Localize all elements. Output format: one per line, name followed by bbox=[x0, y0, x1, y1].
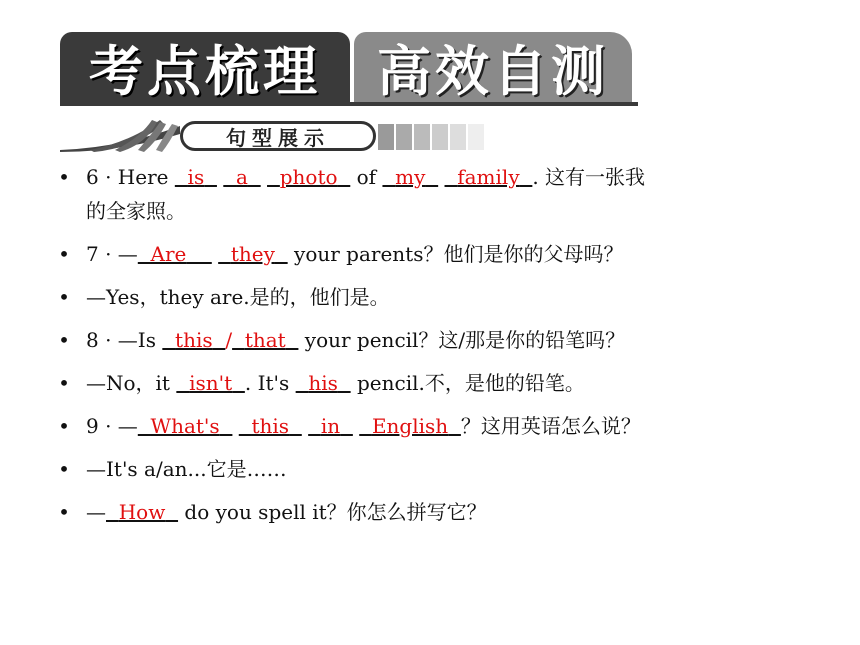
section-header bbox=[60, 118, 430, 156]
item-text: do you spell it？你怎么拼写它？ bbox=[178, 500, 487, 524]
answer-blank bbox=[218, 242, 288, 266]
banner-title-left: 考点梳理 bbox=[60, 32, 350, 102]
item-text: your parents？他们是你的父母吗？ bbox=[287, 242, 624, 266]
answer-blank bbox=[138, 242, 212, 266]
answer-text: in bbox=[320, 414, 341, 438]
swoosh-decoration-icon bbox=[60, 120, 180, 152]
bullet-icon: • bbox=[58, 165, 70, 189]
item-text: pencil.不，是他的铅笔。 bbox=[350, 371, 585, 395]
item-text: . It's bbox=[244, 371, 296, 395]
answer-text: this bbox=[175, 328, 213, 352]
item-text: 的全家照。 bbox=[86, 199, 186, 223]
bullet-icon: • bbox=[58, 500, 70, 524]
answer-blank bbox=[382, 165, 438, 189]
answer-blank bbox=[176, 371, 245, 395]
item-text: . 这有一张我 bbox=[532, 165, 646, 189]
answer-text: English bbox=[371, 414, 449, 438]
item-text: of bbox=[356, 165, 383, 189]
item-text: 6 · Here bbox=[86, 165, 175, 189]
item-text: — bbox=[86, 500, 106, 524]
answer-text: family bbox=[457, 165, 520, 189]
header-banner bbox=[60, 32, 640, 108]
answer-blank bbox=[223, 165, 260, 189]
answer-text: How bbox=[118, 500, 166, 524]
answer-text: my bbox=[395, 165, 426, 189]
list-item bbox=[54, 323, 824, 357]
answer-blank bbox=[296, 371, 351, 395]
answer-blank bbox=[232, 328, 298, 352]
answer-text: What's bbox=[150, 414, 220, 438]
list-item bbox=[54, 237, 824, 271]
bullet-icon: • bbox=[58, 285, 70, 309]
gradient-bars-decoration bbox=[378, 124, 486, 150]
answer-blank bbox=[175, 165, 217, 189]
list-item bbox=[54, 366, 824, 400]
answer-separator: / bbox=[225, 328, 233, 352]
exercise-list bbox=[54, 160, 824, 538]
answer-text: this bbox=[251, 414, 290, 438]
answer-blank bbox=[106, 500, 178, 524]
answer-blank bbox=[162, 328, 225, 352]
list-item bbox=[54, 495, 824, 529]
answer-blank bbox=[308, 414, 353, 438]
banner-title-right: 高效自测 bbox=[354, 32, 632, 102]
answer-text: is bbox=[187, 165, 205, 189]
answer-text: a bbox=[236, 165, 248, 189]
answer-blank bbox=[445, 165, 533, 189]
item-text: —It's a/an...它是…… bbox=[86, 457, 287, 481]
item-text: —Yes，they are.是的，他们是。 bbox=[86, 285, 390, 309]
answer-text: his bbox=[308, 371, 338, 395]
answer-blank bbox=[138, 414, 233, 438]
list-item bbox=[54, 452, 824, 486]
answer-text: isn't bbox=[189, 371, 233, 395]
answer-text: they bbox=[230, 242, 275, 266]
list-item bbox=[54, 160, 824, 228]
answer-text: photo bbox=[279, 165, 338, 189]
answer-blank bbox=[359, 414, 461, 438]
list-item bbox=[54, 280, 824, 314]
answer-text: that bbox=[244, 328, 286, 352]
answer-text: Are bbox=[150, 242, 187, 266]
bullet-icon: • bbox=[58, 414, 70, 438]
bullet-icon: • bbox=[58, 242, 70, 266]
item-text: ？这用英语怎么说？ bbox=[460, 414, 641, 438]
item-text: 8 · —Is bbox=[86, 328, 163, 352]
bullet-icon: • bbox=[58, 457, 70, 481]
item-text: 7 · — bbox=[86, 242, 138, 266]
bullet-icon: • bbox=[58, 328, 70, 352]
item-text: —No，it bbox=[86, 371, 177, 395]
answer-blank bbox=[267, 165, 350, 189]
item-text: 9 · — bbox=[86, 414, 138, 438]
item-text: your pencil？这/那是你的铅笔吗？ bbox=[298, 328, 626, 352]
banner-baseline bbox=[60, 102, 638, 106]
answer-blank bbox=[239, 414, 302, 438]
bullet-icon: • bbox=[58, 371, 70, 395]
section-label: 句型展示 bbox=[180, 121, 376, 151]
list-item bbox=[54, 409, 824, 443]
